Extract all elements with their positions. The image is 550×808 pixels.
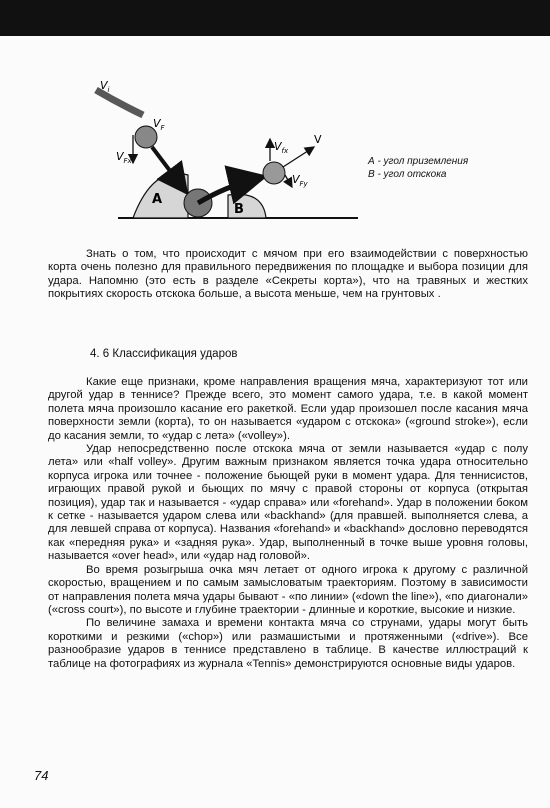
label-vy: $V_{Fy}$	[292, 173, 308, 188]
arrow-vy	[285, 175, 292, 187]
intro-paragraph: Знать о том, что происходит с мячом при его взаимодействии с поверхностью корта очень полезно для правильного передвижения по площадке и выбора позиции для удара. Напомню (это есть в разделе «Секреты корта»), что на травяных и жестких покрытиях скорость отскока больше, а высота меньше, чем на грунтовых .	[48, 248, 528, 301]
ball-bounce-diagram	[78, 75, 378, 235]
paragraph-2: Удар непосредственно после отскока мяча от земли называется «удар с полу лета» или «half volley». Другим важным признаком является точка удара относительно корпуса игрока или точнее - положение бьющей руки в момент удара. Для теннисистов, играющих правой рукой и бьющих по мячу с правой стороны от корпуса (открытая позиция), удар так и называется - «удар справа» или «forehand». Удар в положении боком к сетке - называется ударом слева или «backhand» (для правшей. выполняется слева, а для левшей справа от корпуса). Названия «forehand» и «backhand» дословно переводятся как «передняя рука» и «задняя рука». Удар, выполненный в точке выше уровня головы, называется «over head», или «удар над головой».	[48, 443, 528, 563]
legend-item-a: А - угол приземления	[368, 156, 469, 167]
figure-legend	[368, 155, 468, 181]
top-black-band	[0, 0, 550, 36]
label-vx: $V_{fx}$	[274, 140, 289, 155]
intro-text	[48, 248, 528, 302]
label-vfx: $V_{Fx}$	[116, 150, 132, 165]
paragraph-1: Какие еще признаки, кроме направления вращения мяча, характеризуют тот или другой удар в теннисе? Прежде всего, это момент самого удара, т.е. в какой момент полета мяча произошло касание его ракеткой. Если удар произошел после касания мяча поверхности земли (корта), то он называется «ударом с отскока» («ground stroke»), если до касания земли, то «удар с лета» («volley»).	[48, 376, 528, 442]
label-vf: $V_F$	[153, 117, 165, 132]
paragraph-3: Во время розыгрыша очка мяч летает от одного игрока к другому с различной скоростью, вращением и по самым замысловатым траекториям. Поэтому в зависимости от направления полета мяча удары бывают - «по линии» («down the line»), «по диагонали» («cross court»), по высоте и глубине траектории - длинные и короткие, высокие и низкие.	[48, 563, 528, 616]
paragraph-4: По величине замаха и времени контакта мяча со струнами, удары могут быть короткими и резкими («chop») или размашистыми и протяженными («drive»). Все разнообразие ударов в теннисе представлено в таблице. В качестве иллюстраций к таблице на фотографиях из журнала «Tennis» демонстрируются основные виды ударов.	[48, 617, 528, 670]
label-v: V	[314, 133, 322, 146]
section-heading: 4. 6 Классификация ударов	[90, 348, 238, 360]
legend-item-b: В - угол отскока	[368, 169, 447, 180]
label-angle-a: A	[152, 192, 163, 207]
body-text	[48, 376, 528, 671]
label-angle-b: B	[234, 202, 244, 217]
ball-outgoing	[263, 162, 285, 184]
page-number: 74	[34, 768, 49, 783]
incoming-trail	[96, 90, 143, 115]
label-vi: $V_i$	[100, 79, 110, 94]
